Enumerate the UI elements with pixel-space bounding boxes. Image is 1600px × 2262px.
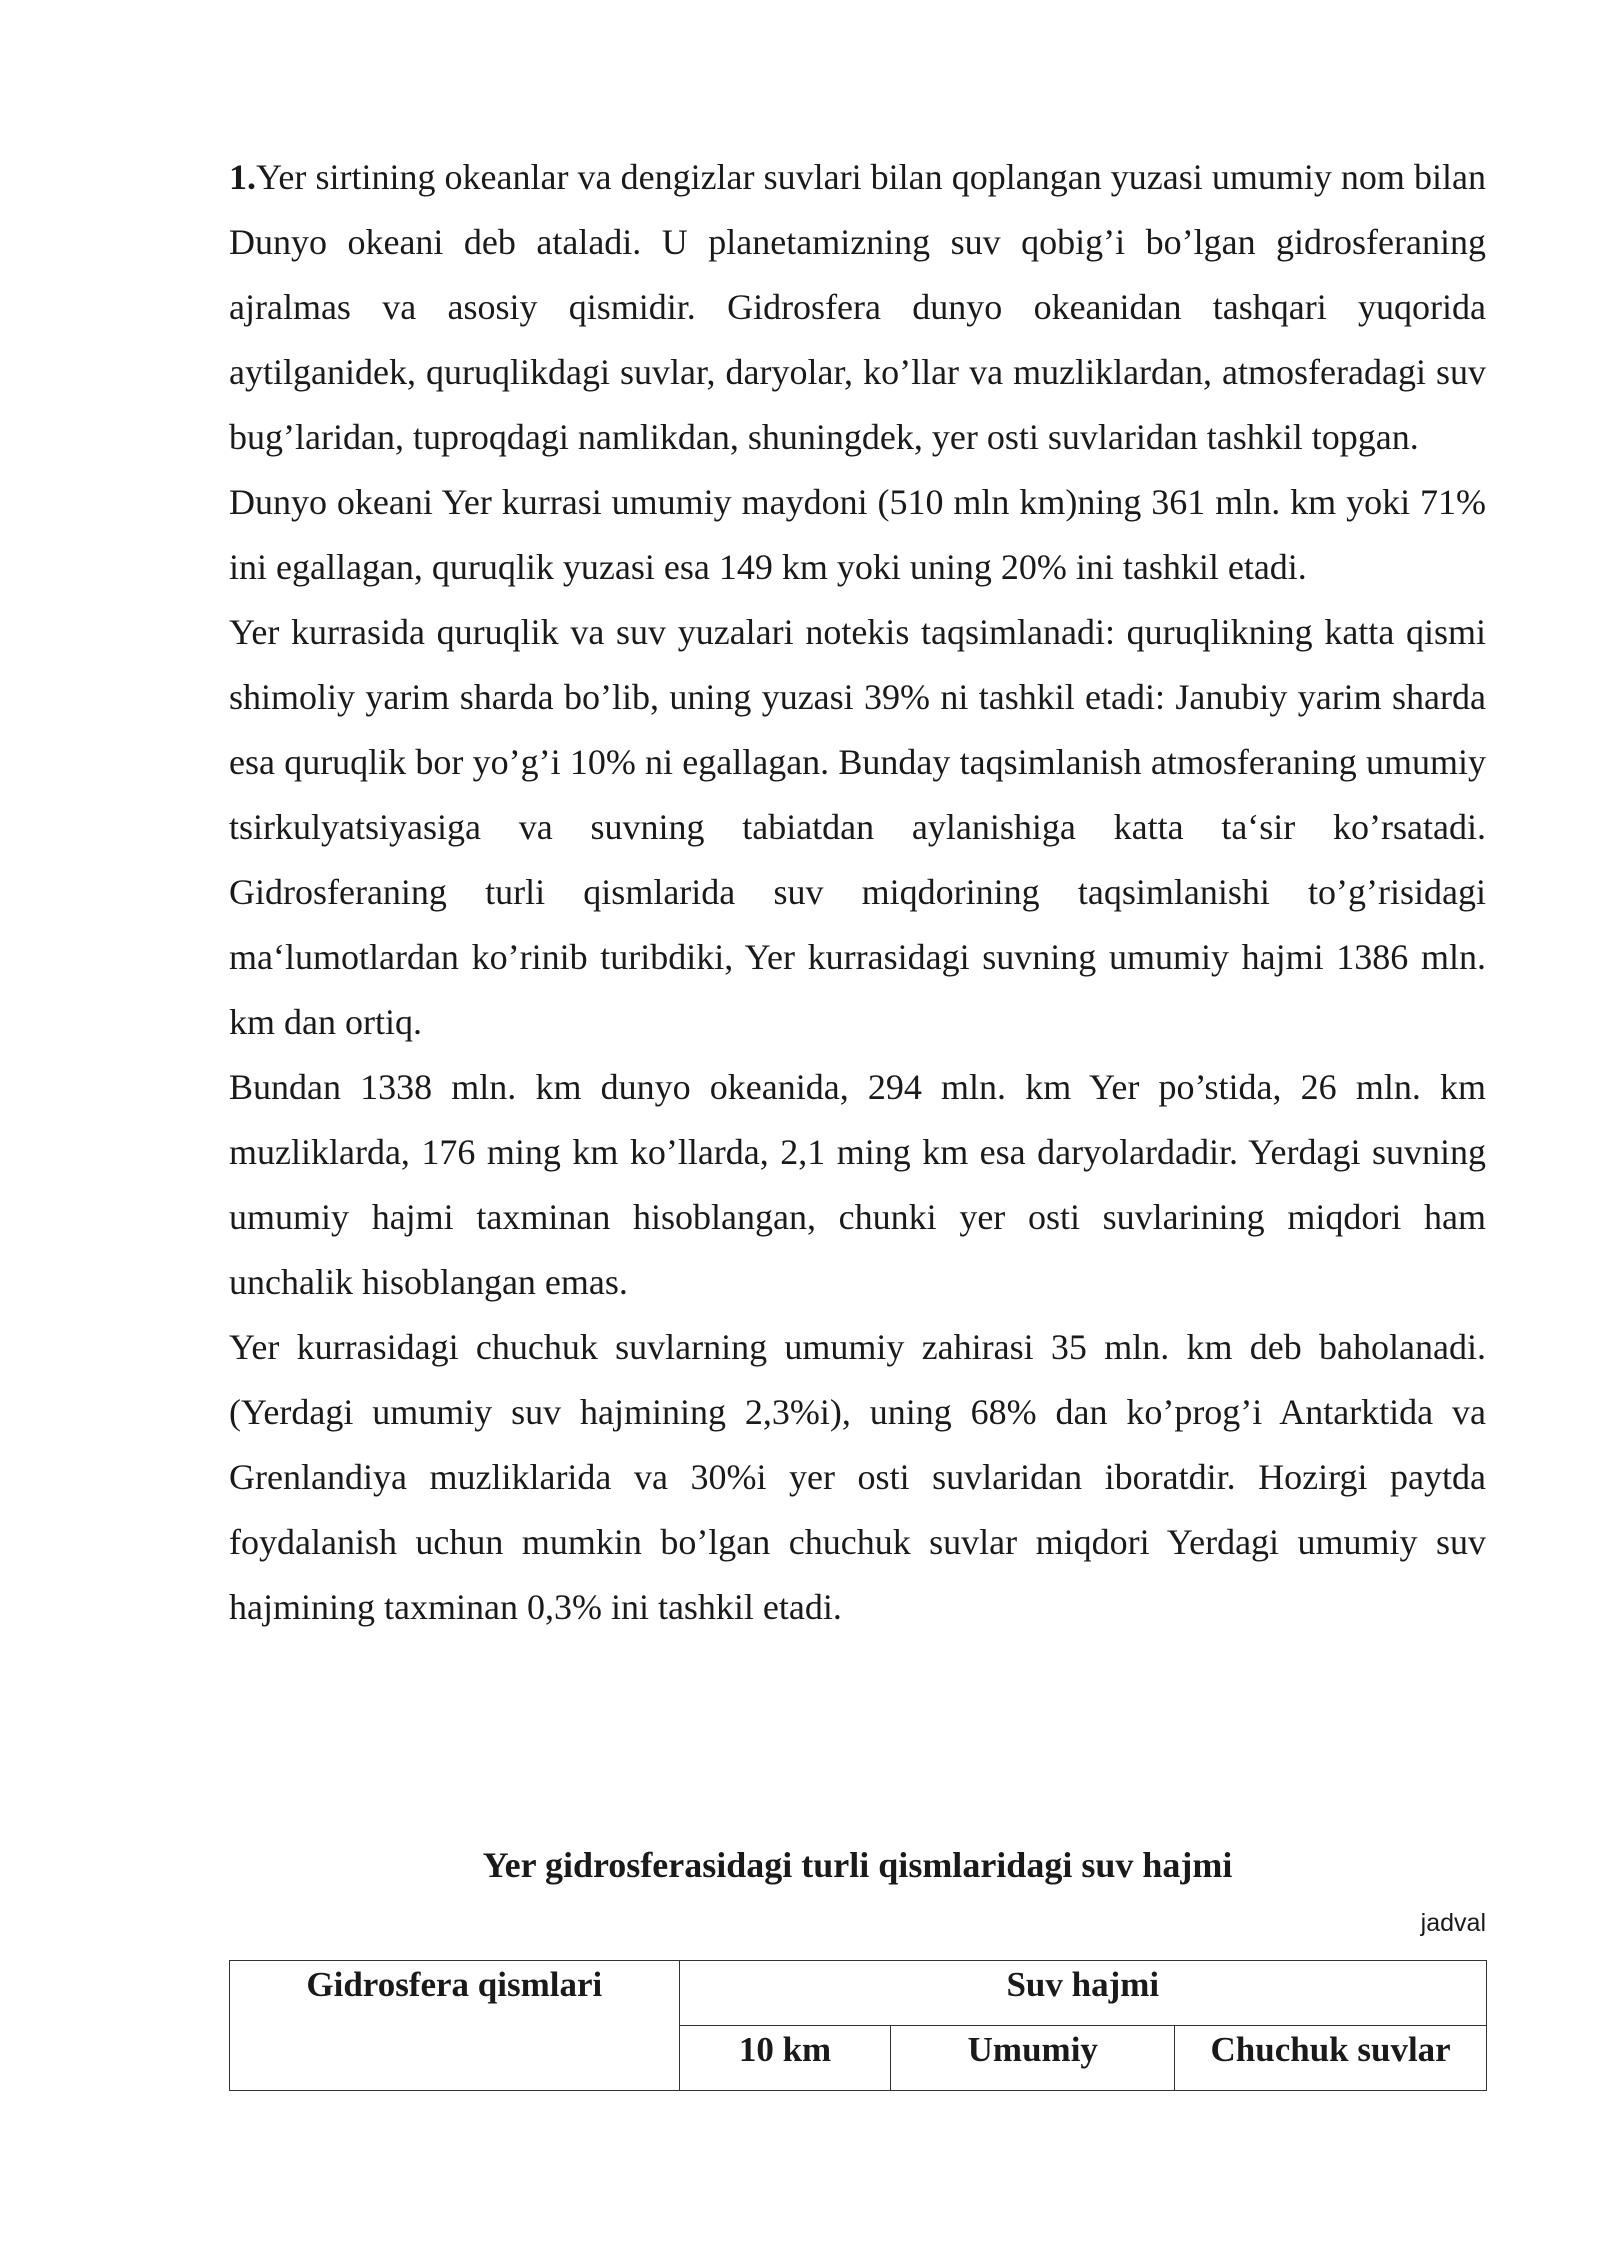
paragraph-1-text: Yer sirtining okeanlar va dengizlar suvlari bilan qoplangan yuzasi umumiy nom bilan Dunyo okeani deb ataladi. U planetamizning suv qobig’i bo’lgan gidrosferaning ajralmas va asosiy qismidir. Gidrosfera dunyo okeanidan tashqari yuqorida aytilganidek, quruqlikdagi suvlar, daryolar, ko’llar va muzliklardan, atmosferadagi suv bug’laridan, tuproqdagi namlikdan, shuningdek, yer osti suvlaridan tashkil topgan. bbox=[229, 157, 1486, 457]
subheader-fresh-water: Chuchuk suvlar bbox=[1175, 2026, 1487, 2091]
document-body bbox=[229, 145, 1486, 1640]
paragraph-1 bbox=[229, 145, 1486, 470]
table-title: Yer gidrosferasidagi turli qismlaridagi suv hajmi bbox=[482, 1845, 1233, 1885]
paragraph-3: Yer kurrasida quruqlik va suv yuzalari notekis taqsimlanadi: quruqlikning katta qismi shimoliy yarim sharda bo’lib, uning yuzasi 39% ni tashkil etadi: Janubiy yarim sharda esa quruqlik bor yo’g’i 10% ni egallagan. Bunday taqsimlanish atmosferaning umumiy tsirkulyatsiyasiga va suvning tabiatdan aylanishiga katta ta‘sir ko’rsatadi. Gidrosferaning turli qismlarida suv miqdorining taqsimlanishi to’g’risidagi ma‘lumotlardan ko’rinib turibdiki, Yer kurrasidagi suvning umumiy hajmi 1386 mln. km dan ortiq. bbox=[229, 612, 1486, 1042]
header-water-volume: Suv hajmi bbox=[679, 1961, 1486, 2026]
subheader-10km: 10 km bbox=[679, 2026, 891, 2091]
paragraph-5: Yer kurrasidagi chuchuk suvlarning umumiy zahirasi 35 mln. km deb baholanadi. (Yerdagi umumiy suv hajmining 2,3%i), uning 68% dan ko’prog’i Antarktida va Grenlandiya muzliklarida va 30%i yer osti suvlaridan iboratdir. Hozirgi paytda foydalanish uchun mumkin bo’lgan chuchuk suvlar miqdori Yerdagi umumiy suv hajmining taxminan 0,3% ini tashkil etadi. bbox=[229, 1327, 1486, 1627]
water-volume-table bbox=[229, 1960, 1487, 2091]
table-caption: jadval bbox=[1420, 1909, 1486, 1937]
header-hydrosphere-parts: Gidrosfera qismlari bbox=[230, 1961, 680, 2091]
paragraph-4: Bundan 1338 mln. km dunyo okeanida, 294 mln. km Yer po’stida, 26 mln. km muzliklarda, 176 ming km ko’llarda, 2,1 ming km esa daryolardadir. Yerdagi suvning umumiy hajmi taxminan hisoblangan, chunki yer osti suvlarining miqdori ham unchalik hisoblangan emas. bbox=[229, 1067, 1486, 1302]
subheader-total: Umumiy bbox=[891, 2026, 1175, 2091]
paragraph-2: Dunyo okeani Yer kurrasi umumiy maydoni (510 mln km)ning 361 mln. km yoki 71% ini egallagan, quruqlik yuzasi esa 149 km yoki uning 20% ini tashkil etadi. bbox=[229, 482, 1486, 587]
paragraph-number: 1. bbox=[229, 157, 256, 197]
table-header-row bbox=[230, 1961, 1487, 2026]
